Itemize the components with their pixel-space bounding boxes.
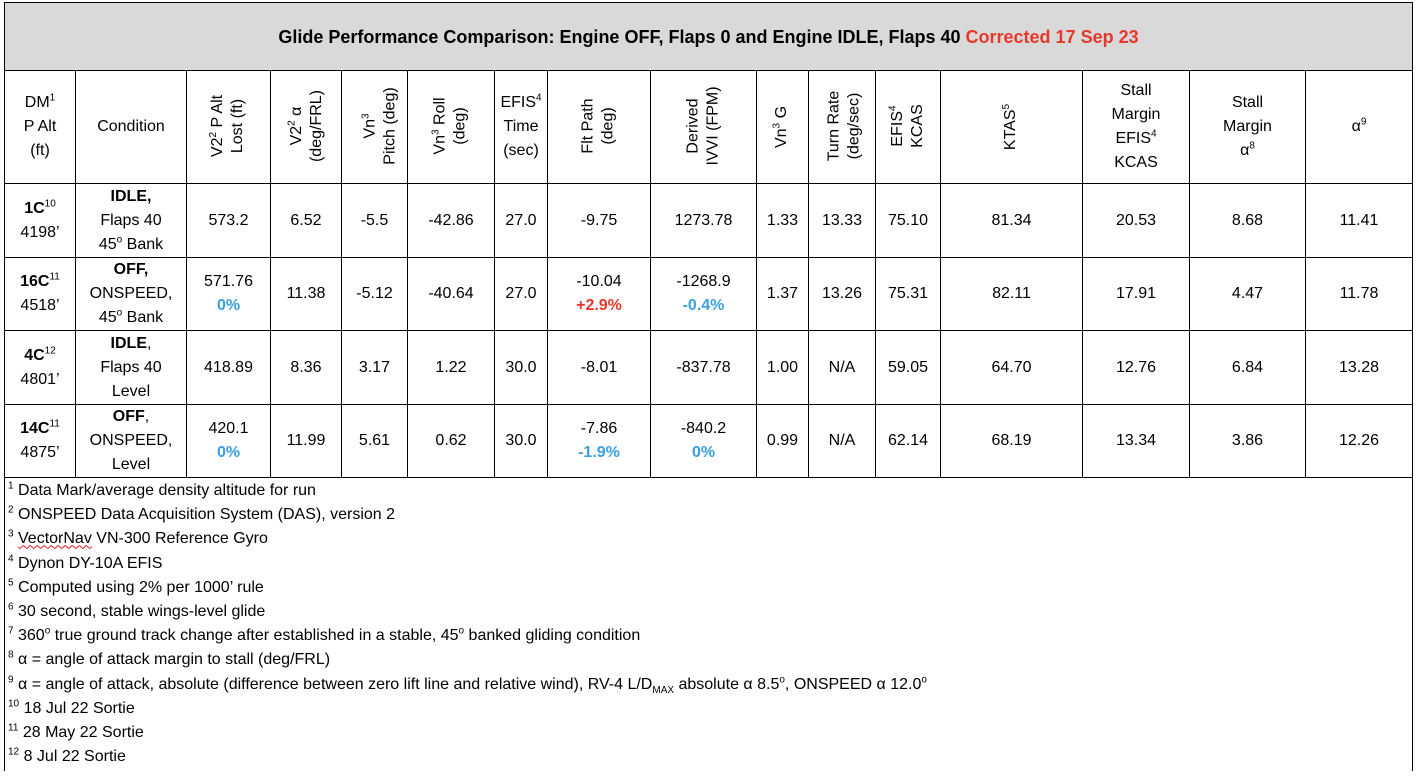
cell-efis-kcas: 62.14 — [876, 405, 941, 478]
cell-stall-margin-efis: 20.53 — [1083, 184, 1190, 258]
header-condition: Condition — [76, 71, 187, 184]
cell-condition: OFF, ONSPEED, 45$^o$ Bank — [76, 258, 187, 331]
footnote: $^1$ Data Mark/average density altitude for run — [8, 480, 316, 499]
delta-positive: +2.9% — [576, 297, 622, 314]
header-vn-roll: Vn$^3$ Roll (deg) — [408, 71, 495, 184]
cell-ktas: 82.11 — [941, 258, 1083, 331]
footnotes — [5, 478, 1413, 772]
cell-turn-rate: N/A — [809, 405, 876, 478]
header-v2-alt-lost: $V2^2$ P Alt Lost (ft) — [187, 71, 271, 184]
footnote: $^2$ ONSPEED Data Acquisition System (DAS), version 2 — [8, 504, 396, 524]
header-stall-margin-alpha: Stall Margin $\alpha^8$ — [1190, 71, 1306, 184]
cell-flt-path: -10.04 +2.9% — [548, 258, 651, 331]
header-row — [5, 71, 1413, 184]
footnote: $^{10}$ 18 Jul 22 Sortie — [8, 698, 135, 717]
cell-ivvi: -837.78 — [651, 331, 757, 405]
cell-dm: $14C^{11}$ 4875’ — [5, 405, 76, 478]
footnote: $^{11}$ 28 May 22 Sortie — [8, 722, 144, 742]
cell-g: 0.99 — [757, 405, 809, 478]
cell-v2-alpha: 6.52 — [271, 184, 342, 258]
cell-flt-path: -9.75 — [548, 184, 651, 258]
cell-condition: IDLE, Flaps 40 45$^o$ Bank — [76, 184, 187, 258]
cell-g: 1.37 — [757, 258, 809, 331]
cell-v2-alt-lost: 571.76 0% — [187, 258, 271, 331]
delta-negative: 0% — [216, 297, 241, 314]
cell-efis-time: 30.0 — [495, 405, 548, 478]
cell-ktas: 81.34 — [941, 184, 1083, 258]
delta-negative: 0% — [691, 444, 716, 461]
cell-efis-time: 27.0 — [495, 184, 548, 258]
cell-alpha: 11.41 — [1306, 184, 1413, 258]
table-row — [5, 405, 1413, 478]
title-correction: Corrected 17 Sep 23 — [965, 26, 1139, 47]
cell-efis-kcas: 59.05 — [876, 331, 941, 405]
header-alpha: $\alpha^9$ — [1306, 71, 1413, 184]
delta-negative: -0.4% — [682, 297, 725, 314]
cell-stall-margin-alpha: 8.68 — [1190, 184, 1306, 258]
cell-stall-margin-alpha: 4.47 — [1190, 258, 1306, 331]
header-stall-margin-efis: Stall Margin EFIS$^4$ KCAS — [1083, 71, 1190, 184]
cell-pitch: 5.61 — [342, 405, 408, 478]
cell-v2-alt-lost: 573.2 — [187, 184, 271, 258]
cell-dm: $16C^{11}$ 4518’ — [5, 258, 76, 331]
cell-roll: -40.64 — [408, 258, 495, 331]
cell-v2-alpha: 8.36 — [271, 331, 342, 405]
cell-dm: $1C^{10}$ 4198’ — [5, 184, 76, 258]
performance-table-container — [4, 2, 1412, 771]
footnote: $^7$ 360$^o$ true ground track change after established in a stable, 45$^o$ banked gliding condition — [8, 625, 641, 645]
cell-v2-alt-lost: 418.89 — [187, 331, 271, 405]
header-efis-time: EFIS$^4$ Time (sec) — [495, 71, 548, 184]
footnote: $^4$ Dynon DY-10A EFIS — [8, 553, 163, 572]
cell-ivvi: 1273.78 — [651, 184, 757, 258]
header-v2-alpha: $V2^2$ α (deg/FRL) — [271, 71, 342, 184]
footnote: $^5$ Computed using 2% per 1000’ rule — [8, 577, 264, 596]
cell-ivvi: -840.2 0% — [651, 405, 757, 478]
header-derived-ivvi: Derived IVVI (FPM) — [651, 71, 757, 184]
cell-efis-time: 27.0 — [495, 258, 548, 331]
header-vn-pitch: Vn$^3$ Pitch (deg) — [342, 71, 408, 184]
footnote: $^3$ VectorNav VN-300 Reference Gyro — [8, 529, 268, 548]
footnote: $^6$ 30 second, stable wings-level glide — [8, 601, 266, 621]
cell-efis-kcas: 75.31 — [876, 258, 941, 331]
footnote: $^8$ α = angle of attack margin to stall (deg/FRL) — [8, 650, 331, 669]
title-main: Glide Performance Comparison: Engine OFF, Flaps 0 and Engine IDLE, Flaps 40 — [278, 26, 961, 47]
header-efis-kcas: EFIS$^4$ KCAS — [876, 71, 941, 184]
cell-efis-kcas: 75.10 — [876, 184, 941, 258]
footnote: $^{12}$ 8 Jul 22 Sortie — [8, 746, 126, 766]
header-dm-palt: $DM^1$ P Alt (ft) — [5, 71, 76, 184]
header-ktas: KTAS$^5$ — [941, 71, 1083, 184]
cell-roll: 0.62 — [408, 405, 495, 478]
table-title — [5, 3, 1413, 71]
cell-condition: OFF, ONSPEED, Level — [76, 405, 187, 478]
header-flt-path: Flt Path (deg) — [548, 71, 651, 184]
cell-alpha: 13.28 — [1306, 331, 1413, 405]
cell-pitch: -5.12 — [342, 258, 408, 331]
cell-turn-rate: 13.26 — [809, 258, 876, 331]
cell-alpha: 12.26 — [1306, 405, 1413, 478]
table-row — [5, 258, 1413, 331]
cell-stall-margin-alpha: 3.86 — [1190, 405, 1306, 478]
header-turn-rate: Turn Rate (deg/sec) — [809, 71, 876, 184]
cell-flt-path: -7.86 -1.9% — [548, 405, 651, 478]
table-row — [5, 184, 1413, 258]
glide-performance-table — [4, 2, 1413, 771]
cell-v2-alpha: 11.99 — [271, 405, 342, 478]
cell-flt-path: -8.01 — [548, 331, 651, 405]
footnote: $^9$ α = angle of attack, absolute (difference between zero lift line and relative wind), RV-4 $L/D_{MAX}$ absolute α 8.5$^o$, ONSPEED α 12.0$^o$ — [8, 674, 927, 696]
delta-negative: 0% — [216, 444, 241, 461]
table-row — [5, 331, 1413, 405]
cell-v2-alpha: 11.38 — [271, 258, 342, 331]
cell-g: 1.00 — [757, 331, 809, 405]
cell-roll: 1.22 — [408, 331, 495, 405]
cell-ivvi: -1268.9 -0.4% — [651, 258, 757, 331]
cell-ktas: 68.19 — [941, 405, 1083, 478]
cell-pitch: -5.5 — [342, 184, 408, 258]
cell-alpha: 11.78 — [1306, 258, 1413, 331]
cell-turn-rate: 13.33 — [809, 184, 876, 258]
cell-roll: -42.86 — [408, 184, 495, 258]
cell-stall-margin-efis: 17.91 — [1083, 258, 1190, 331]
cell-stall-margin-alpha: 6.84 — [1190, 331, 1306, 405]
cell-ktas: 64.70 — [941, 331, 1083, 405]
cell-pitch: 3.17 — [342, 331, 408, 405]
cell-dm: $4C^{12}$ 4801’ — [5, 331, 76, 405]
cell-g: 1.33 — [757, 184, 809, 258]
cell-stall-margin-efis: 12.76 — [1083, 331, 1190, 405]
cell-stall-margin-efis: 13.34 — [1083, 405, 1190, 478]
cell-v2-alt-lost: 420.1 0% — [187, 405, 271, 478]
cell-efis-time: 30.0 — [495, 331, 548, 405]
header-vn-g: Vn$^3$ G — [757, 71, 809, 184]
cell-condition: IDLE, Flaps 40 Level — [76, 331, 187, 405]
delta-negative: -1.9% — [578, 444, 620, 461]
cell-turn-rate: N/A — [809, 331, 876, 405]
